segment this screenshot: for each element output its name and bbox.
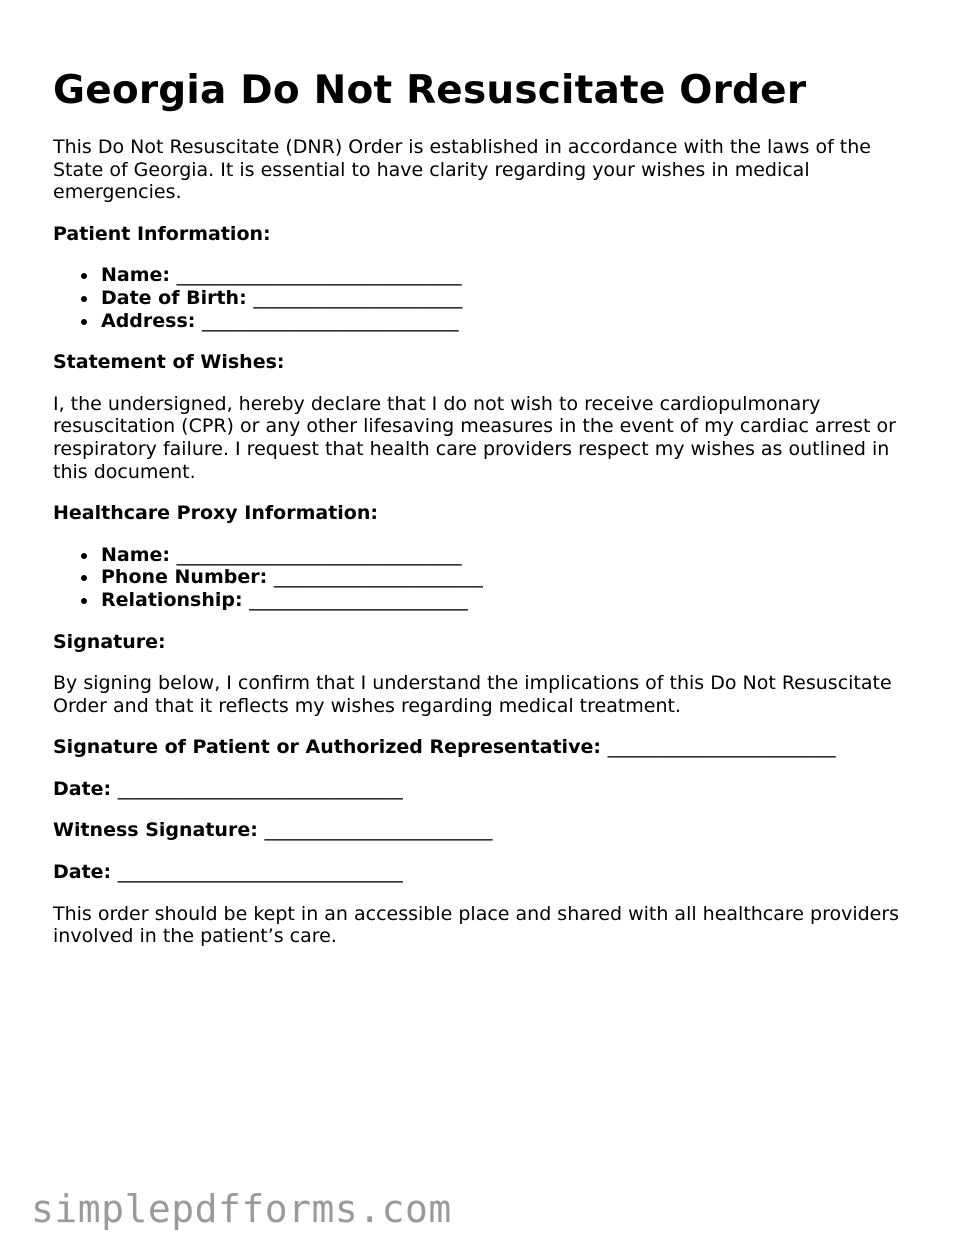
- page-title: Georgia Do Not Resuscitate Order: [53, 68, 807, 113]
- signature-paragraph: By signing below, I confirm that I understand the implications of this Do Not Resuscitate Order and that it reflects my wishes regarding medical treatment.: [53, 672, 892, 717]
- patient-dob-field[interactable]: [101, 287, 923, 310]
- proxy-name-blank[interactable]: ______________________________: [176, 543, 462, 566]
- date-field-2[interactable]: [53, 861, 923, 884]
- proxy-phone-blank[interactable]: ______________________: [273, 566, 483, 589]
- document-page: [53, 66, 923, 967]
- date-label-1: Date:: [53, 777, 112, 800]
- closing-paragraph: This order should be kept in an accessible place and shared with all healthcare providers involved in the patient’s care.: [53, 902, 900, 948]
- proxy-name-field[interactable]: [101, 544, 923, 567]
- proxy-info-heading: Healthcare Proxy Information:: [53, 502, 378, 525]
- date-blank-1[interactable]: ______________________________: [117, 777, 403, 800]
- witness-signature-blank[interactable]: ________________________: [264, 819, 493, 842]
- patient-info-heading: Patient Information:: [53, 222, 271, 245]
- proxy-relationship-field[interactable]: [101, 589, 923, 612]
- wishes-paragraph: I, the undersigned, hereby declare that I do not wish to receive cardiopulmonary resuscitation (CPR) or any other lifesaving measures in the event of my cardiac arrest or respiratory failure. I request that health care providers respect my wishes as outlined in this document.: [53, 392, 896, 483]
- patient-address-field[interactable]: [101, 310, 923, 333]
- proxy-relationship-label: Relationship:: [101, 588, 243, 611]
- watermark-logo: simplepdfforms.com: [31, 1187, 452, 1231]
- intro-paragraph: This Do Not Resuscitate (DNR) Order is established in accordance with the laws of the State of Georgia. It is essential to have clarity regarding your wishes in medical emergencies.: [53, 136, 871, 204]
- patient-signature-label: Signature of Patient or Authorized Representative:: [53, 736, 601, 759]
- date-field-1[interactable]: [53, 778, 923, 801]
- proxy-info-list: [53, 544, 923, 612]
- patient-name-field[interactable]: [101, 264, 923, 287]
- date-blank-2[interactable]: ______________________________: [117, 861, 403, 884]
- wishes-heading: Statement of Wishes:: [53, 351, 285, 374]
- patient-address-label: Address:: [101, 309, 196, 332]
- patient-address-blank[interactable]: ___________________________: [202, 309, 459, 332]
- signature-heading: Signature:: [53, 630, 166, 653]
- proxy-phone-label: Phone Number:: [101, 566, 268, 589]
- witness-signature-label: Witness Signature:: [53, 819, 258, 842]
- patient-info-list: [53, 264, 923, 332]
- patient-signature-blank[interactable]: ________________________: [607, 736, 836, 759]
- proxy-phone-field[interactable]: [101, 566, 923, 589]
- patient-dob-label: Date of Birth:: [101, 286, 247, 309]
- patient-name-blank[interactable]: ______________________________: [176, 264, 462, 287]
- proxy-relationship-blank[interactable]: _______________________: [249, 588, 468, 611]
- proxy-name-label: Name:: [101, 543, 171, 566]
- date-label-2: Date:: [53, 861, 112, 884]
- patient-dob-blank[interactable]: ______________________: [253, 286, 463, 309]
- patient-name-label: Name:: [101, 264, 171, 287]
- patient-signature-field[interactable]: [53, 736, 923, 759]
- witness-signature-field[interactable]: [53, 819, 923, 842]
